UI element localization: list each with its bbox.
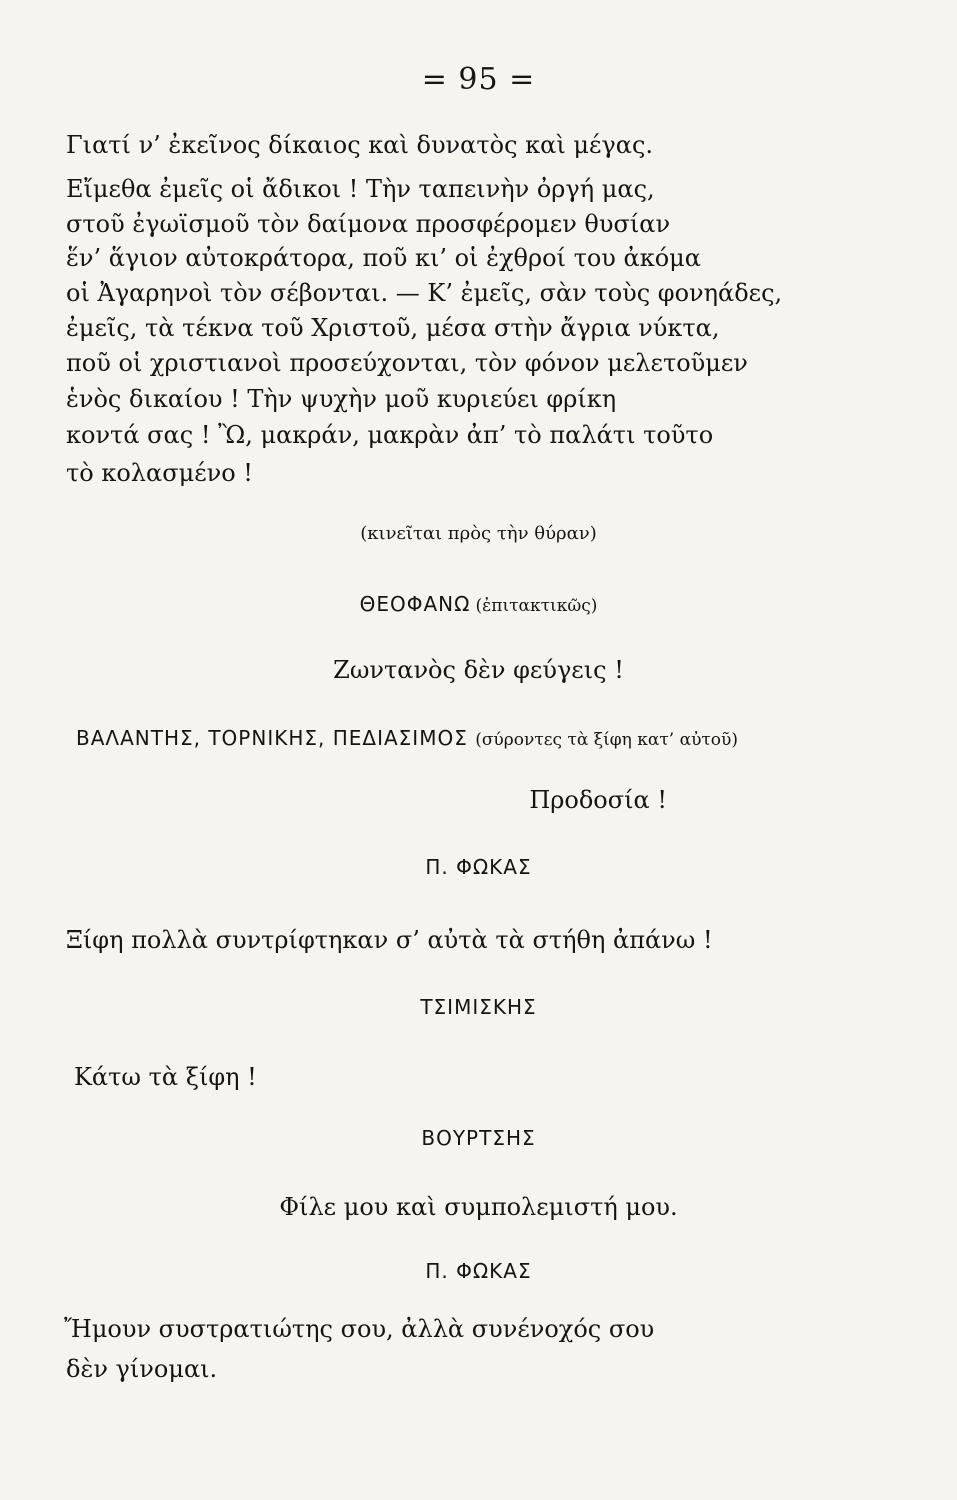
speaker-heading: [76, 726, 738, 750]
text-line: ποῦ οἱ χριστιανοὶ προσεύχονται, τὸν φόνον μελετοῦμεν: [66, 349, 748, 377]
stage-direction: (κινεῖται πρὸς τὴν θύραν): [360, 523, 597, 544]
speaker-name: ΒΑΛΑΝΤΗΣ, ΤΟΡΝΙΚΗΣ, ΠΕΔΙΑΣΙΜΟΣ: [76, 726, 468, 750]
speaker-direction: (σύροντες τὰ ξίφη κατ’ αὐτοῦ): [475, 730, 739, 750]
text-line: Γιατί ν’ ἐκεῖνος δίκαιος καὶ δυνατὸς καὶ μέγας.: [66, 131, 654, 159]
speaker-name: ΘΕΟΦΑΝΩ: [359, 592, 471, 616]
text-line: ἑνὸς δικαίου ! Τὴν ψυχὴν μοῦ κυριεύει φρίκη: [66, 385, 617, 413]
text-line: δὲν γίνομαι.: [66, 1355, 218, 1383]
speaker-name: ΤΣΙΜΙΣΚΗΣ: [420, 995, 537, 1019]
text-line: ἐμεῖς, τὰ τέκνα τοῦ Χριστοῦ, μέσα στὴν ἄγρια νύκτα,: [66, 314, 720, 342]
speaker-heading: [0, 592, 957, 616]
text-line: οἱ Ἀγαρηνοὶ τὸν σέβονται. — Κ’ ἐμεῖς, σὰν τοὺς φονηάδες,: [66, 279, 783, 307]
text-line: ἕν’ ἅγιον αὐτοκράτορα, ποῦ κι’ οἱ ἐχθροί του ἀκόμα: [66, 244, 701, 272]
speaker-name: ΒΟΥΡΤΣΗΣ: [421, 1126, 536, 1150]
speaker-name: Π. ΦΩΚΑΣ: [425, 1259, 532, 1283]
speech-line: Προδοσία !: [529, 786, 667, 814]
speech-line: Φίλε μου καὶ συμπολεμιστή μου.: [279, 1193, 678, 1221]
speech-line: Κάτω τὰ ξίφη !: [74, 1063, 257, 1091]
text-line: Ἤμουν συστρατιώτης σου, ἀλλὰ συνένοχός σου: [64, 1315, 655, 1343]
speech-line: Ζωντανὸς δὲν φεύγεις !: [333, 656, 624, 684]
speaker-name: Π. ΦΩΚΑΣ: [425, 855, 532, 879]
speaker-direction: (ἐπιτακτικῶς): [475, 596, 598, 616]
text-line: στοῦ ἐγωϊσμοῦ τὸν δαίμονα προσφέρομεν θυσίαν: [66, 210, 671, 238]
text-line: Εἴμεθα ἐμεῖς οἱ ἄδικοι ! Τὴν ταπεινὴν ὀργή μας,: [66, 175, 655, 203]
page-number: = 95 =: [421, 62, 536, 97]
speech-line: Ξίφη πολλὰ συντρίφτηκαν σ’ αὐτὰ τὰ στήθη ἀπάνω !: [66, 926, 713, 954]
text-line: κοντά σας ! Ὢ, μακράν, μακρὰν ἀπ’ τὸ παλάτι τοῦτο: [66, 421, 714, 449]
text-line: τὸ κολασμένο !: [66, 459, 253, 487]
